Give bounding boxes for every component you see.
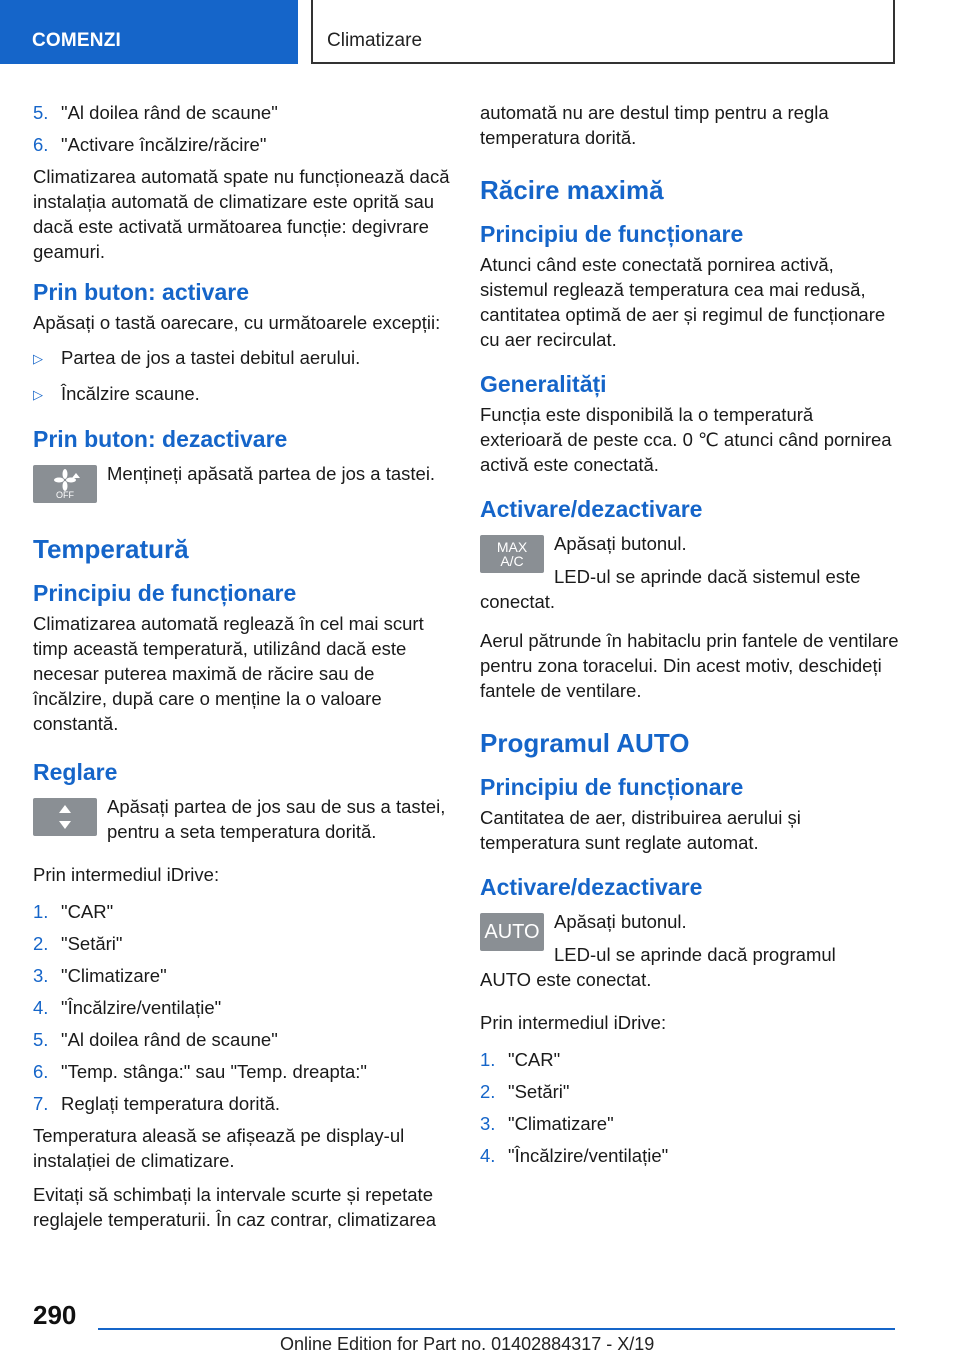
- list-item: ▷ Partea de jos a tastei debitul aerului.: [33, 345, 453, 371]
- heading-auto: Programul AUTO: [480, 728, 690, 758]
- heading-reglare: Reglare: [33, 759, 118, 785]
- list-item: 4. "Încălzire/ventilație": [480, 1145, 669, 1166]
- paragraph: Temperatura aleasă se afișează pe display-ul instalației de climatizare.: [33, 1125, 405, 1171]
- paragraph: Prin intermediul iDrive:: [33, 864, 220, 885]
- triangle-bullet-icon: ▷: [33, 387, 43, 402]
- instruction-text: Apăsați butonul.: [554, 533, 687, 554]
- heading-principiu: Principiu de funcționare: [480, 774, 744, 800]
- temp-button-row: [33, 794, 453, 844]
- heading-activare: Activare/dezactivare: [480, 874, 703, 900]
- list-item: 1. "CAR": [33, 901, 114, 922]
- paragraph: Cantitatea de aer, distribuirea aerului și temperatura sunt reglate automat.: [480, 807, 801, 853]
- paragraph: Climatizarea automată reglează în cel mai scurt timp această temperatură, utilizând dacă este necesar puterea maximă de răcire sau de încălzire, după care o menține la o valoare constantă.: [33, 613, 424, 734]
- instruction-block: [554, 909, 836, 967]
- section-tab: COMENZI: [0, 0, 298, 64]
- triangle-bullet-icon: ▷: [33, 351, 43, 366]
- page-number: 290: [33, 1300, 77, 1330]
- heading-generalitati: Generalități: [480, 371, 607, 397]
- paragraph: automată nu are destul timp pentru a regla temperatura dorită.: [480, 102, 829, 148]
- list-item: 5. "Al doilea rând de scaune": [33, 1029, 278, 1050]
- heading-activare: Prin buton: activare: [33, 279, 249, 305]
- paragraph: Atunci când este conectată pornirea activă, sistemul reglează temperatura cea mai redusă, cantitatea optimă de aer și regimul de funcționare cu aer recirculat.: [480, 254, 886, 350]
- list-item: 6. "Temp. stânga:" sau "Temp. dreapta:": [33, 1061, 367, 1082]
- paragraph: Prin intermediul iDrive:: [480, 1012, 667, 1033]
- paragraph: Climatizarea automată spate nu funcționează dacă instalația automată de climatizare este oprită sau dacă este activată următoarea funcție: degivrare geamuri.: [33, 166, 450, 262]
- heading-principiu: Principiu de funcționare: [33, 580, 297, 606]
- auto-row: [480, 909, 900, 967]
- list-item: 7. Reglați temperatura dorită.: [33, 1093, 281, 1114]
- fan-off-row: [33, 461, 453, 503]
- heading-dezactivare: Prin buton: dezactivare: [33, 426, 288, 452]
- temperature-rocker-icon: [33, 798, 97, 836]
- instruction-text: Apăsați butonul.: [554, 911, 687, 932]
- chapter-title: Climatizare: [311, 0, 895, 64]
- list-item: 6. "Activare încălzire/răcire": [33, 134, 267, 155]
- heading-racire: Răcire maximă: [480, 175, 664, 205]
- paragraph: Funcția este disponibilă la o temperatură exterioară de peste cca. 0 ℃ atunci când pornirea activă este conectată.: [480, 404, 892, 475]
- heading-principiu: Principiu de funcționare: [480, 221, 744, 247]
- instruction-text: LED-ul se aprinde dacă programul: [554, 944, 836, 965]
- list-item: 2. "Setări": [33, 933, 123, 954]
- paragraph: Aerul pătrunde în habitaclu prin fantele de ventilare pentru zona toracelui. Din acest motiv, deschideți fantele de ventilare.: [480, 630, 899, 701]
- edition-text: Online Edition for Part no. 01402884317 - X/19: [280, 1334, 655, 1354]
- auto-button-icon: AUTO: [480, 913, 544, 951]
- list-item: 3. "Climatizare": [33, 965, 167, 986]
- fan-off-button-icon: OFF: [33, 465, 97, 503]
- paragraph: Evitați să schimbați la intervale scurte și repetate reglajele temperaturii. În caz contrar, climatizarea: [33, 1184, 437, 1230]
- instruction-text: Apăsați partea de jos sau de sus a tastei, pentru a seta temperatura dorită.: [107, 796, 446, 842]
- max-ac-button-icon: MAX A/C: [480, 535, 544, 573]
- left-column: [33, 100, 453, 1241]
- list-item: 5. "Al doilea rând de scaune": [33, 102, 278, 123]
- footer-divider: [98, 1328, 895, 1330]
- instruction-text: Mențineți apăsată partea de jos a tastei.: [107, 463, 436, 484]
- list-item: ▷ Încălzire scaune.: [33, 381, 453, 407]
- instruction-text: LED-ul se aprinde dacă sistemul este: [554, 566, 861, 587]
- list-item: 4. "Încălzire/ventilație": [33, 997, 222, 1018]
- list-item: 1. "CAR": [480, 1049, 561, 1070]
- list-item: 3. "Climatizare": [480, 1113, 614, 1134]
- paragraph: Apăsați o tastă oarecare, cu următoarele excepții:: [33, 312, 441, 333]
- heading-activare: Activare/dezactivare: [480, 496, 703, 522]
- paragraph: AUTO este conectat.: [480, 969, 652, 990]
- max-ac-row: [480, 531, 900, 589]
- instruction-block: [554, 531, 860, 589]
- right-column: [480, 100, 900, 1175]
- paragraph: conectat.: [480, 591, 556, 612]
- heading-temperatura: Temperatură: [33, 534, 189, 564]
- list-item: 2. "Setări": [480, 1081, 570, 1102]
